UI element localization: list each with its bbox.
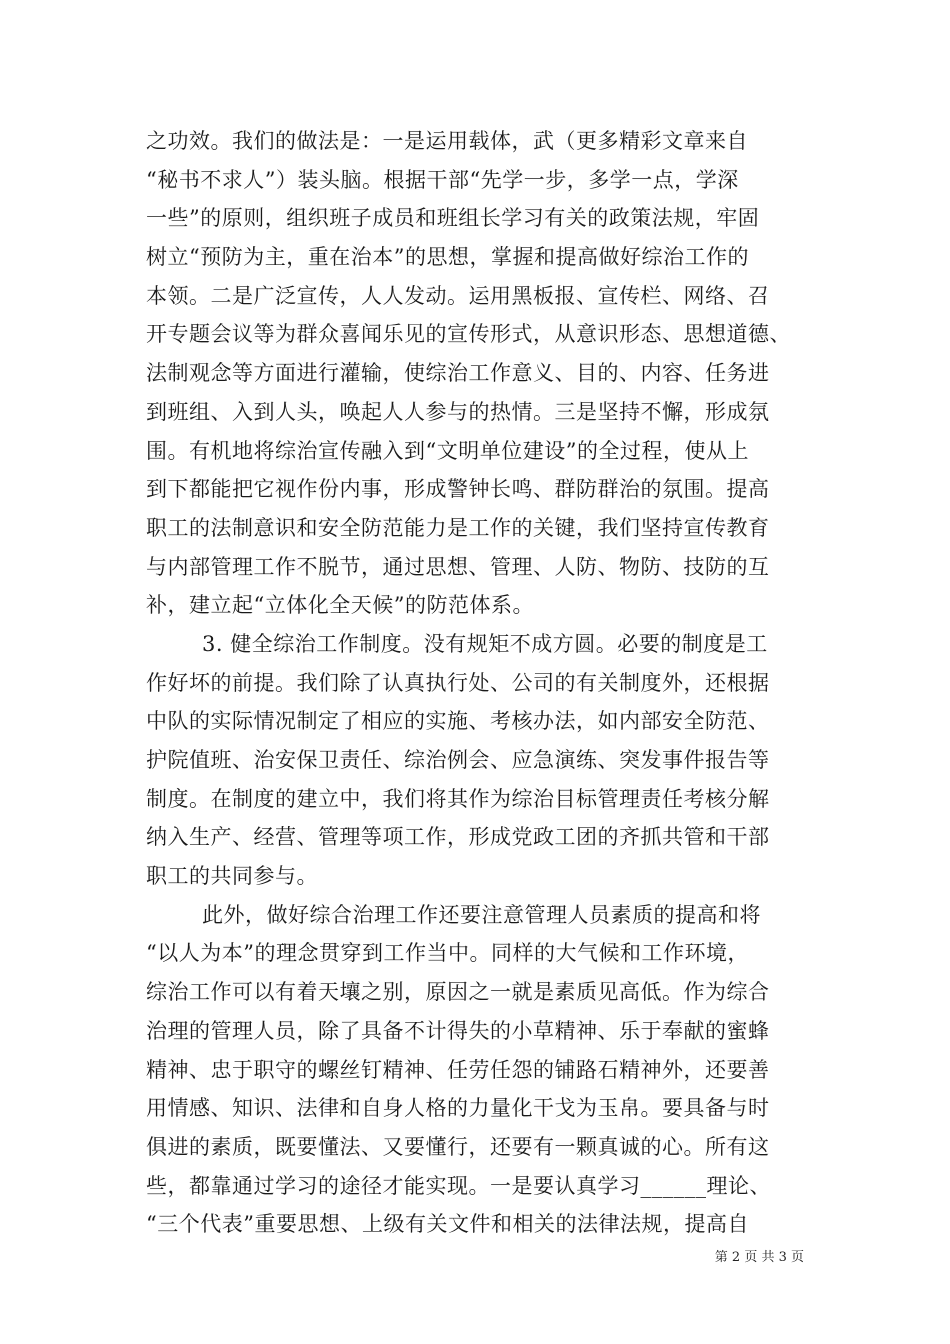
body-text — [146, 122, 806, 1244]
paragraph-start-line: 此外，做好综合治理工作还要注意管理人员素质的提高和将 — [202, 902, 761, 927]
text-line: 制度。在制度的建立中，我们将其作为综治目标管理责任考核分解 — [146, 786, 770, 811]
text-line: 精神、忠于职守的螺丝钉精神、任劳任怨的铺路石精神外，还要善 — [146, 1057, 770, 1082]
text-line: 开专题会议等为群众喜闻乐见的宣传形式，从意识形态、思想道德、 — [146, 322, 791, 347]
section-heading-line: 3. 健全综治工作制度。没有规矩不成方圆。必要的制度是工 — [202, 631, 768, 656]
text-line: 到班组、入到人头，唤起人人参与的热情。三是坚持不懈，形成氛 — [146, 399, 770, 424]
text-line: 用情感、知识、法律和自身人格的力量化干戈为玉帛。要具备与时 — [146, 1096, 770, 1121]
page-number: 第 2 页 共 3 页 — [714, 1250, 804, 1265]
text-line: 作好坏的前提。我们除了认真执行处、公司的有关制度外，还根据 — [146, 670, 770, 695]
text-line: 职工的法制意识和安全防范能力是工作的关键，我们坚持宣传教育 — [146, 515, 770, 540]
text-line: “三个代表”重要思想、上级有关文件和相关的法律法规，提高自 — [146, 1212, 749, 1237]
text-line: 到下都能把它视作份内事，形成警钟长鸣、群防群治的氛围。提高 — [146, 477, 770, 502]
text-line: 补，建立起“立体化全天候”的防范体系。 — [146, 593, 534, 618]
text-line: 纳入生产、经营、管理等项工作，形成党政工团的齐抓共管和干部 — [146, 825, 770, 850]
text-line: 一些”的原则，组织班子成员和班组长学习有关的政策法规，牢固 — [146, 206, 760, 231]
text-line: 树立“预防为主，重在治本”的思想，掌握和提高做好综治工作的 — [146, 245, 749, 270]
text-line: 护院值班、治安保卫责任、综治例会、应急演练、突发事件报告等 — [146, 748, 770, 772]
text-line: 综治工作可以有着天壤之别，原因之一就是素质见高低。作为综合 — [146, 980, 770, 1005]
text-line: 中队的实际情况制定了相应的实施、考核办法，如内部安全防范、 — [146, 709, 770, 734]
text-line: 些，都靠通过学习的途径才能实现。一是要认真学习______理论、 — [146, 1173, 771, 1198]
text-line: 之功效。我们的做法是：一是运用载体，武（更多精彩文章来自 — [146, 129, 748, 153]
text-line: 职工的共同参与。 — [146, 864, 318, 889]
text-line: 俱进的素质，既要懂法、又要懂行，还要有一颗真诚的心。所有这 — [146, 1134, 770, 1159]
text-line: 治理的管理人员，除了具备不计得失的小草精神、乐于奉献的蜜蜂 — [146, 1018, 770, 1043]
text-line: “秘书不求人”）装头脑。根据干部“先学一步，多学一点，学深 — [146, 167, 739, 192]
text-line: 法制观念等方面进行灌输，使综治工作意义、目的、内容、任务进 — [146, 361, 770, 386]
text-line: “以人为本”的理念贯穿到工作当中。同样的大气候和工作环境， — [146, 941, 749, 966]
text-line: 与内部管理工作不脱节，通过思想、管理、人防、物防、技防的互 — [146, 554, 770, 579]
text-line: 围。有机地将综治宣传融入到“文明单位建设”的全过程，使从上 — [146, 438, 749, 463]
text-line: 本领。二是广泛宣传，人人发动。运用黑板报、宣传栏、网络、召 — [146, 283, 770, 308]
